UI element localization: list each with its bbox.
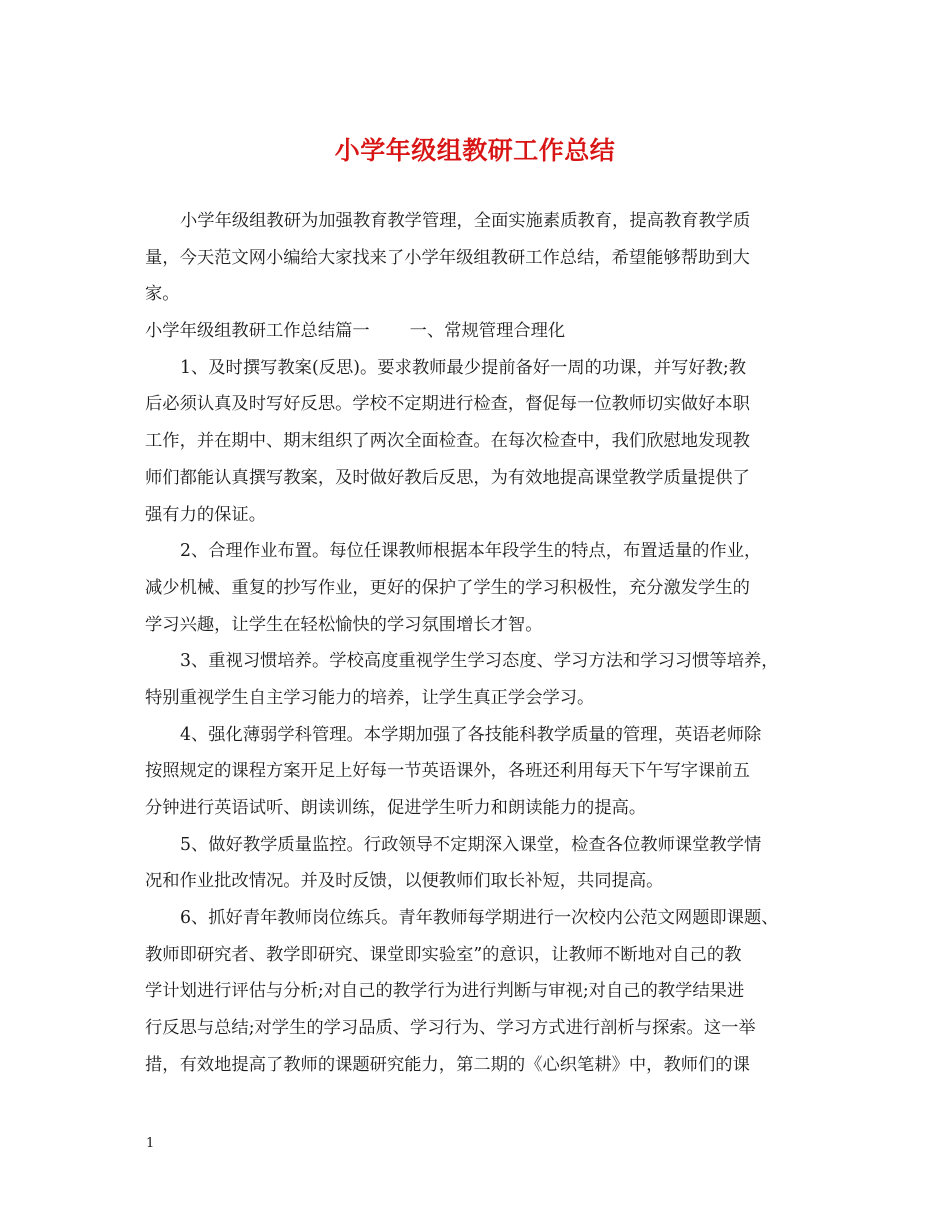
paragraph-line: 4、强化薄弱学科管理。本学期加强了各技能科教学质量的管理，英语老师除 xyxy=(180,724,762,745)
paragraph-line: 学计划进行评估与分析;对自己的教学行为进行判断与审视;对自己的教学结果进 xyxy=(145,981,745,1002)
paragraph-line: 教师即研究者、教学即研究、课堂即实验室”的意识，让教师不断地对自己的教 xyxy=(145,944,742,965)
intro-line: 家。 xyxy=(145,284,180,305)
paragraph-line: 减少机械、重复的抄写作业，更好的保护了学生的学习积极性，充分激发学生的 xyxy=(145,577,750,598)
section-heading-left: 小学年级组教研工作总结篇一 xyxy=(145,321,370,342)
page-number: 1 xyxy=(146,1136,155,1151)
paragraph-line: 强有力的保证。 xyxy=(145,504,266,525)
document-title: 小学年级组教研工作总结 xyxy=(334,136,616,165)
paragraph-line: 分钟进行英语试听、朗读训练，促进学生听力和朗读能力的提高。 xyxy=(145,798,647,818)
paragraph-line: 措，有效地提高了教师的课题研究能力，第二期的《心织笔耕》中，教师们的课 xyxy=(145,1054,750,1075)
paragraph-line: 学习兴趣，让学生在轻松愉快的学习氛围增长才智。 xyxy=(145,614,543,635)
paragraph-line: 行反思与总结;对学生的学习品质、学习行为、学习方式进行剖析与探索。这一举 xyxy=(145,1018,756,1039)
paragraph-line: 5、做好教学质量监控。行政领导不定期深入课堂，检查各位教师课堂教学情 xyxy=(180,834,762,855)
paragraph-line: 1、及时撰写教案(反思)。要求教师最少提前备好一周的功课，并写好教;教 xyxy=(180,357,747,378)
intro-line: 量，今天范文网小编给大家找来了小学年级组教研工作总结，希望能够帮助到大 xyxy=(145,247,750,268)
paragraph-line: 况和作业批改情况。并及时反馈，以便教师们取长补短，共同提高。 xyxy=(145,871,664,892)
document-body xyxy=(145,203,811,1084)
paragraph-line: 6、抓好青年教师岗位练兵。青年教师每学期进行一次校内公范文网题即课题、 xyxy=(180,908,779,929)
paragraph-line: 2、合理作业布置。每位任课教师根据本年段学生的特点，布置适量的作业， xyxy=(180,541,762,562)
paragraph-line: 按照规定的课程方案开足上好每一节英语课外，各班还利用每天下午写字课前五 xyxy=(145,761,750,782)
section-heading-right: 一、常规管理合理化 xyxy=(409,321,566,342)
paragraph-line: 3、重视习惯培养。学校高度重视学生学习态度、学习方法和学习习惯等培养， xyxy=(180,651,779,672)
paragraph-line: 后必须认真及时写好反思。学校不定期进行检查，督促每一位教师切实做好本职 xyxy=(145,394,750,415)
paragraph-line: 特别重视学生自主学习能力的培养，让学生真正学会学习。 xyxy=(145,687,595,708)
paragraph-line: 工作，并在期中、期末组织了两次全面检查。在每次检查中，我们欣慰地发现教 xyxy=(145,431,750,452)
intro-line: 小学年级组教研为加强教育教学管理，全面实施素质教育，提高教育教学质 xyxy=(180,211,751,231)
paragraph-line: 师们都能认真撰写教案，及时做好教后反思，为有效地提高课堂教学质量提供了 xyxy=(145,467,750,488)
section-heading xyxy=(145,313,811,350)
